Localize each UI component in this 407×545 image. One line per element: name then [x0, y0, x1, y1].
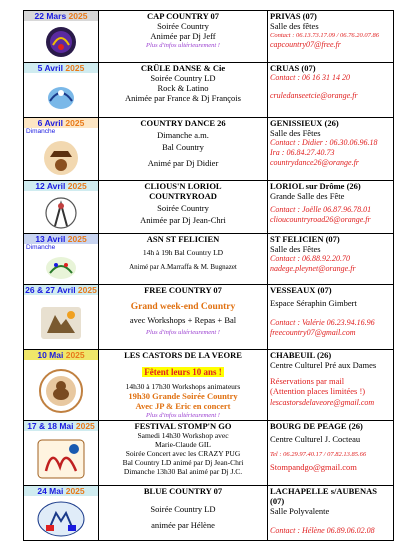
asn-logo-icon	[32, 254, 90, 281]
event-line: avec Workshops + Repas + Bal	[129, 315, 237, 325]
table-row	[24, 181, 393, 234]
event-line: animée par Hélène	[151, 520, 215, 530]
event-line: Samedi 14h30 Workshop avec	[137, 431, 229, 440]
reservation-note: (Attention places limitées !)	[270, 386, 366, 396]
contact-email[interactable]: lescastorsdelaveore@gmail.com	[270, 398, 375, 407]
event-date: 22 Mars	[34, 11, 69, 21]
cap-country-logo-icon	[32, 25, 90, 59]
date-cell	[24, 350, 99, 420]
event-cell	[99, 63, 268, 117]
table-row	[24, 234, 393, 285]
event-line: Marie-Claude GIL	[154, 440, 212, 449]
date-cell	[24, 486, 99, 540]
event-line: Dimanche a.m.	[157, 130, 209, 140]
reservation-text: Réservations par mail	[270, 376, 345, 386]
event-date: 5 Avril	[37, 63, 66, 73]
date-cell	[24, 63, 99, 117]
event-day: Dimanche	[26, 244, 56, 251]
venue-cell	[268, 11, 393, 62]
event-note: Plus d'infos ultérieurement !	[146, 329, 220, 336]
venue-line: Centre Culturel Pré aux Dames	[270, 360, 377, 370]
event-year: 2025	[67, 181, 87, 191]
contact-text: Contact : Joëlle 06.87.96.78.01	[270, 205, 372, 214]
table-row	[24, 285, 393, 350]
event-cell	[99, 181, 268, 233]
contact-email[interactable]: nadege.pleynet@orange.fr	[270, 264, 356, 273]
date-cell	[24, 181, 99, 233]
date-cell	[24, 118, 99, 180]
events-table	[23, 10, 394, 541]
event-line: Rock & Latino	[157, 83, 209, 93]
event-line: Soirée Concert avec les CRAZY PUG	[125, 449, 241, 458]
event-highlight: Grand week-end Country	[130, 302, 236, 312]
event-cell	[99, 486, 268, 540]
event-line: Soirée Country	[157, 203, 209, 213]
table-row	[24, 11, 393, 63]
event-year: 2025	[65, 350, 85, 360]
event-note: Plus d'infos ultérieurement !	[146, 412, 220, 419]
contact-email[interactable]: cruledanseetcie@orange.fr	[270, 91, 358, 100]
contact-email[interactable]: freecountry07@gmail.com	[270, 328, 356, 337]
event-cell	[99, 11, 268, 62]
venue-cell	[268, 486, 393, 540]
venue-name: BOURG DE PEAGE (26)	[270, 421, 363, 431]
event-line: Animé par A.Marraffa & M. Bugnazet	[129, 263, 237, 271]
venue-name: ST FELICIEN (07)	[270, 234, 340, 244]
venue-cell	[268, 285, 393, 349]
event-title: CAP COUNTRY 07	[146, 11, 220, 21]
venue-name: LACHAPELLE s/AUBENAS (07)	[270, 486, 377, 506]
venue-cell	[268, 181, 393, 233]
event-line: Animée par France & Dj François	[125, 93, 241, 103]
contact-email[interactable]: clioucountryroad26@orange.fr	[270, 215, 371, 224]
event-title: CRÜLE DANSE & Cie	[140, 63, 226, 73]
event-line: 14h30 à 17h30 Workshops animateurs	[125, 382, 241, 391]
venue-line: Grande Salle des Fête	[270, 191, 345, 201]
event-date: 26 & 27 Avril	[25, 285, 78, 295]
event-line: Soirée Country LD	[150, 504, 216, 514]
venue-name: GENISSIEUX (26)	[270, 118, 339, 128]
contact-email[interactable]: Stompandgo@gmail.com	[270, 462, 357, 472]
event-title: FREE COUNTRY 07	[144, 285, 222, 295]
event-title: COUNTRY DANCE 26	[140, 118, 226, 128]
event-day: Dimanche	[26, 128, 56, 135]
anniversary-badge: Fêtent leurs 10 ans !	[144, 367, 222, 377]
contact-text: Contact : 06 16 31 14 20	[270, 73, 350, 82]
event-line: 14h à 19h Bal Country LD	[142, 248, 224, 257]
event-year: 2025	[65, 486, 85, 496]
event-cell	[99, 234, 268, 284]
table-row	[24, 421, 393, 486]
event-title: LES CASTORS DE LA VEORE	[124, 350, 242, 360]
venue-name: VESSEAUX (07)	[270, 285, 332, 295]
venue-cell	[268, 350, 393, 420]
event-line: Dimanche 13h30 Bal animé par Dj J.C.	[123, 467, 243, 476]
country-road-logo-icon	[32, 195, 90, 230]
venue-line: Centre Culturel J. Cocteau	[270, 434, 361, 444]
venue-line: Salle des Fêtes	[270, 244, 321, 254]
contact-text: Ira : 06.84.27.40.73	[270, 148, 335, 157]
stomp-n-go-logo-icon	[32, 435, 90, 482]
event-cell	[99, 285, 268, 349]
event-date: 10 Mai	[37, 350, 66, 360]
date-cell	[24, 11, 99, 62]
event-year: 2025	[77, 285, 97, 295]
event-highlight: Avec JP & Eric en concert	[135, 401, 231, 411]
contact-text: Contact : Valérie 06.23.94.16.96	[270, 318, 375, 327]
free-country-logo-icon	[32, 299, 90, 346]
table-row	[24, 118, 393, 181]
event-year: 2025	[67, 234, 87, 244]
event-cell	[99, 118, 268, 180]
date-cell	[24, 285, 99, 349]
event-title: BLUE COUNTRY 07	[143, 486, 223, 496]
venue-name: LORIOL sur Drôme (26)	[270, 181, 361, 191]
date-cell	[24, 421, 99, 485]
event-cell	[99, 421, 268, 485]
venue-line: Salle des fêtes	[270, 21, 319, 31]
event-highlight: 19h30 Grande Soirée Country	[128, 391, 238, 401]
event-date: 12 Avril	[35, 181, 68, 191]
contact-text: Contact : Didier : 06.30.06.96.18	[270, 138, 378, 147]
date-cell	[24, 234, 99, 284]
country-dance-logo-icon	[32, 138, 90, 177]
event-date: 13 Avril	[35, 234, 68, 244]
venue-name: PRIVAS (07)	[270, 11, 317, 21]
venue-line: Salle Polyvalente	[270, 506, 330, 516]
event-year: 2025	[65, 63, 85, 73]
event-cell	[99, 350, 268, 420]
event-date: 6 Avril	[37, 118, 66, 128]
contact-text: Contact : Hélène 06.89.06.02.08	[270, 526, 375, 535]
table-row	[24, 486, 393, 540]
contact-text: Contact : 06.13.73.17.09 / 06.76.20.07.86	[270, 32, 380, 39]
event-line: Bal Country	[162, 142, 204, 152]
blue-country-logo-icon	[32, 500, 90, 537]
event-year: 2025	[75, 421, 95, 431]
venue-cell	[268, 118, 393, 180]
event-year: 2025	[68, 11, 88, 21]
castors-veore-logo-icon	[32, 364, 90, 417]
contact-email[interactable]: capcountry07@free.fr	[270, 40, 341, 49]
venue-cell	[268, 63, 393, 117]
event-date: 17 & 18 Mai	[27, 421, 76, 431]
venue-name: CHABEUIL (26)	[270, 350, 332, 360]
event-date: 24 Mai	[37, 486, 66, 496]
venue-cell	[268, 234, 393, 284]
event-line: Animée par Dj Jeff	[150, 31, 216, 41]
crule-danse-logo-icon	[32, 77, 90, 114]
table-row	[24, 63, 393, 118]
event-line: Animé par Dj Didier	[147, 158, 219, 168]
event-line: Soirée Country	[157, 21, 209, 31]
event-subtitle: COUNTRYROAD	[149, 191, 217, 201]
venue-name: CRUAS (07)	[270, 63, 316, 73]
venue-line: Salle des Fêtes	[270, 128, 321, 138]
event-line: Animée par Dj Jean-Chri	[140, 215, 226, 225]
contact-text: Contact : 06.88.92.20.70	[270, 254, 350, 263]
event-title: ASN ST FELICIEN	[146, 234, 220, 244]
venue-cell	[268, 421, 393, 485]
venue-line: Espace Séraphin Gimbert	[270, 298, 357, 308]
event-title: CLIOUS'N LORIOL	[144, 181, 222, 191]
contact-email[interactable]: countrydance26@orange.fr	[270, 158, 359, 167]
event-line: Bal Country LD animé par Dj Jean-Chri	[122, 458, 244, 467]
event-line: Soirée Country LD	[150, 73, 216, 83]
event-year: 2025	[65, 118, 85, 128]
event-note: Plus d'infos ultérieurement !	[146, 42, 220, 49]
contact-text: Tel : 06.29.97.40.17 / 07.82.13.85.66	[270, 451, 367, 458]
table-row	[24, 350, 393, 421]
event-title: FESTIVAL STOMP'N GO	[134, 421, 232, 431]
